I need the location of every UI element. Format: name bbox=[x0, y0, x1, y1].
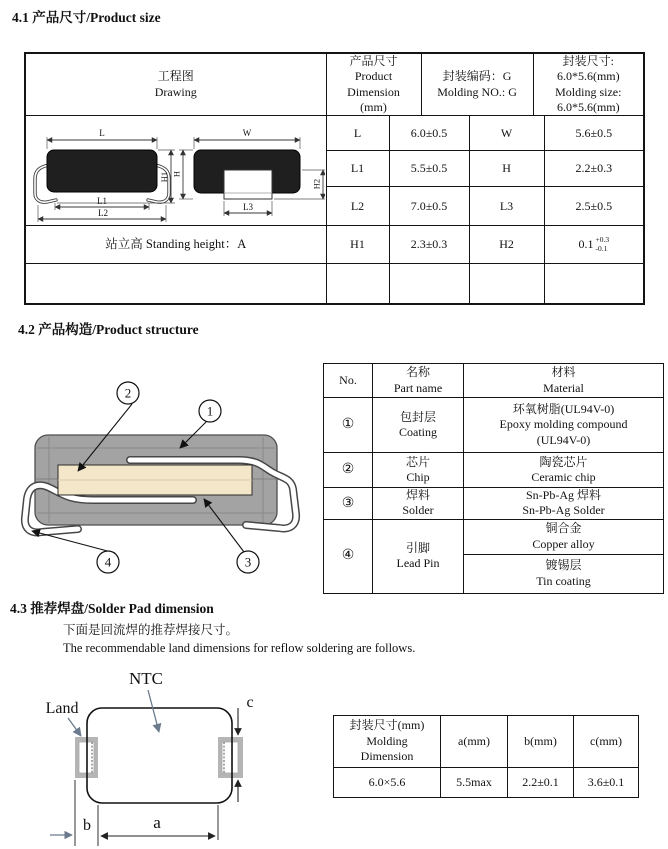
empty-cell bbox=[469, 264, 544, 304]
dim-label-cell: H2 bbox=[469, 226, 544, 264]
material-line: Tin coating bbox=[536, 573, 591, 588]
product-size-table bbox=[24, 52, 645, 305]
c-label: c bbox=[246, 694, 254, 711]
callout-3-number: 3 bbox=[244, 554, 252, 570]
molding-dim-en2: Dimension bbox=[360, 749, 414, 764]
row-no: ③ bbox=[324, 488, 373, 520]
drawing-cell bbox=[25, 116, 326, 226]
solder-pad-table bbox=[333, 715, 639, 798]
h2-tolerance-plus: +0.3 bbox=[595, 235, 610, 245]
callout-2 bbox=[117, 382, 139, 404]
dim-value-cell: 5.5±0.5 bbox=[389, 151, 469, 187]
material-line: Sn-Pb-Ag Solder bbox=[522, 503, 605, 518]
material-line: 环氧树脂(UL94V-0) bbox=[512, 401, 615, 416]
row-no: ② bbox=[324, 453, 373, 488]
callout-4-number: 4 bbox=[104, 554, 112, 570]
empty-cell bbox=[544, 264, 644, 304]
header-drawing-zh: 工程图 bbox=[157, 69, 194, 84]
h2-value: 0.1 bbox=[578, 237, 594, 252]
dim-label-H2: H2 bbox=[311, 178, 322, 190]
ntc-arrow bbox=[148, 690, 159, 732]
material-line: 铜合金 bbox=[545, 521, 582, 536]
dim-value-cell: 6.0±0.5 bbox=[389, 116, 469, 151]
value-b: 2.2±0.1 bbox=[508, 768, 574, 798]
callout-1-number: 1 bbox=[206, 403, 214, 419]
note-zh: 下面是回流焊的推荐焊接尺寸。 bbox=[63, 623, 239, 637]
standing-height-cell: 站立高 Standing height：A bbox=[25, 226, 326, 264]
part-name-en: Coating bbox=[399, 425, 437, 439]
table-row bbox=[25, 116, 644, 151]
material-line: Ceramic chip bbox=[531, 470, 596, 484]
dim-value-cell: 2.5±0.5 bbox=[544, 187, 644, 226]
part-name-en: Chip bbox=[406, 470, 430, 484]
empty-cell bbox=[25, 264, 326, 304]
row-part-name bbox=[373, 453, 464, 488]
header-code-zh: 封装编码：G bbox=[442, 69, 512, 84]
empty-cell bbox=[326, 264, 389, 304]
callout-1 bbox=[199, 400, 221, 422]
row-part-name bbox=[373, 519, 464, 593]
dim-label-H: H bbox=[171, 170, 182, 178]
material-line: 陶瓷芯片 bbox=[539, 454, 588, 469]
header-dim-zh: 产品尺寸 bbox=[349, 54, 398, 68]
dim-value-cell: 2.3±0.3 bbox=[389, 226, 469, 264]
header-dim-en1: Product bbox=[354, 69, 393, 84]
material-line: Sn-Pb-Ag 焊料 bbox=[525, 488, 601, 502]
section-4-3-heading: 4.3 推荐焊盘/Solder Pad dimension bbox=[10, 601, 214, 616]
header-dimension-cell bbox=[326, 53, 421, 116]
header-dim-en3: (mm) bbox=[360, 100, 387, 115]
dim-label-H1: H1 bbox=[159, 171, 170, 183]
header-drawing-en: Drawing bbox=[154, 84, 197, 99]
part-name-zh: 焊料 bbox=[405, 488, 430, 502]
dim-label-cell: H bbox=[469, 151, 544, 187]
molding-dim-zh: 封装尺寸(mm) bbox=[349, 718, 425, 733]
dim-label-W: W bbox=[243, 127, 252, 138]
table-row bbox=[324, 488, 664, 520]
dim-label-cell: L3 bbox=[469, 187, 544, 226]
dim-label-L2: L2 bbox=[98, 207, 109, 218]
material-line: Epoxy molding compound bbox=[499, 417, 628, 432]
dim-value-cell: 2.2±0.3 bbox=[544, 151, 644, 187]
dim-label-cell: L1 bbox=[326, 151, 389, 187]
dim-value-cell: 5.6±0.5 bbox=[544, 116, 644, 151]
dim-label-cell: L bbox=[326, 116, 389, 151]
part-name-en: Lead Pin bbox=[396, 556, 440, 571]
part-name-zh: 名称 bbox=[405, 365, 430, 380]
dim-label-L1: L1 bbox=[97, 195, 108, 206]
bottom-lead-face bbox=[224, 170, 272, 199]
header-c: c(mm) bbox=[574, 716, 639, 768]
ntc-label: NTC bbox=[129, 669, 163, 688]
table-row bbox=[324, 519, 664, 554]
callout-3 bbox=[237, 551, 259, 573]
end-view bbox=[172, 128, 326, 216]
value-c: 3.6±0.1 bbox=[574, 768, 639, 798]
table-row-empty bbox=[25, 264, 644, 304]
row-part-name bbox=[373, 398, 464, 453]
row-material bbox=[464, 488, 664, 520]
molding-dim-en1: Molding bbox=[366, 733, 408, 748]
dim-value-cell: 7.0±0.5 bbox=[389, 187, 469, 226]
header-b: b(mm) bbox=[508, 716, 574, 768]
part-name-zh: 芯片 bbox=[405, 454, 430, 469]
table-row bbox=[25, 226, 644, 264]
header-size-zh: 封装尺寸: bbox=[562, 54, 614, 68]
part-name-zh: 包封层 bbox=[399, 409, 436, 424]
dim-label-L: L bbox=[99, 127, 105, 138]
product-structure-table bbox=[323, 363, 664, 594]
dim-value-cell bbox=[544, 226, 644, 264]
dim-label-cell: L2 bbox=[326, 187, 389, 226]
row-part-name bbox=[373, 488, 464, 520]
dim-label-cell: H1 bbox=[326, 226, 389, 264]
value-a: 5.5max bbox=[441, 768, 508, 798]
material-en: Material bbox=[543, 380, 584, 395]
row-no: ④ bbox=[324, 519, 373, 593]
row-no: ① bbox=[324, 398, 373, 453]
table-row bbox=[334, 768, 639, 798]
header-drawing-cell bbox=[25, 53, 326, 116]
table-row bbox=[324, 453, 664, 488]
table-header-row bbox=[324, 364, 664, 398]
header-material bbox=[464, 364, 664, 398]
callout-4 bbox=[97, 551, 119, 573]
table-row bbox=[324, 398, 664, 453]
b-label: b bbox=[83, 817, 91, 834]
empty-cell bbox=[389, 264, 469, 304]
dim-label-L3: L3 bbox=[243, 201, 254, 212]
h2-tolerance-minus: -0.1 bbox=[595, 243, 608, 253]
component-body-side bbox=[47, 150, 157, 192]
row-material bbox=[464, 453, 664, 488]
section-4-1-heading: 4.1 产品尺寸/Product size bbox=[12, 10, 161, 25]
header-code-en: Molding NO.: G bbox=[437, 84, 517, 99]
header-a: a(mm) bbox=[441, 716, 508, 768]
product-drawing bbox=[26, 117, 325, 225]
header-size-v2: 6.0*5.6(mm) bbox=[556, 100, 620, 115]
part-name-zh: 引脚 bbox=[405, 540, 430, 555]
side-view bbox=[35, 128, 175, 222]
row-material bbox=[464, 398, 664, 453]
land-label: Land bbox=[45, 700, 79, 717]
header-size-en: Molding size: bbox=[555, 84, 622, 99]
header-molding-dimension bbox=[334, 716, 441, 768]
a-label: a bbox=[153, 813, 161, 832]
callout-2-number: 2 bbox=[124, 385, 132, 401]
dim-label-cell: W bbox=[469, 116, 544, 151]
table-header-row bbox=[25, 53, 644, 116]
header-molding-no-cell bbox=[421, 53, 533, 116]
table-header-row bbox=[334, 716, 639, 768]
header-part-name bbox=[373, 364, 464, 398]
material-line: (UL94V-0) bbox=[536, 432, 591, 447]
section-4-2-heading: 4.2 产品构造/Product structure bbox=[18, 322, 199, 337]
part-name-en: Part name bbox=[393, 380, 443, 395]
part-name-en: Solder bbox=[402, 503, 434, 518]
material-line: 镀锡层 bbox=[545, 558, 582, 573]
product-structure-diagram bbox=[8, 368, 318, 598]
header-size-v1: 6.0*5.6(mm) bbox=[556, 69, 620, 84]
ntc-outline bbox=[87, 708, 232, 803]
solder-pad-diagram bbox=[2, 668, 332, 849]
row-material bbox=[464, 554, 664, 593]
value-dimension: 6.0×5.6 bbox=[334, 768, 441, 798]
callout-arrow-4 bbox=[32, 531, 115, 553]
land-arrow bbox=[68, 718, 81, 736]
material-line: Copper alloy bbox=[532, 536, 595, 551]
header-molding-size-cell bbox=[533, 53, 644, 116]
header-no: No. bbox=[324, 364, 373, 398]
header-dim-en2: Dimension bbox=[347, 84, 400, 99]
row-material bbox=[464, 519, 664, 554]
material-zh: 材料 bbox=[551, 365, 576, 380]
note-en: The recommendable land dimensions for reflow soldering are follows. bbox=[63, 641, 416, 655]
